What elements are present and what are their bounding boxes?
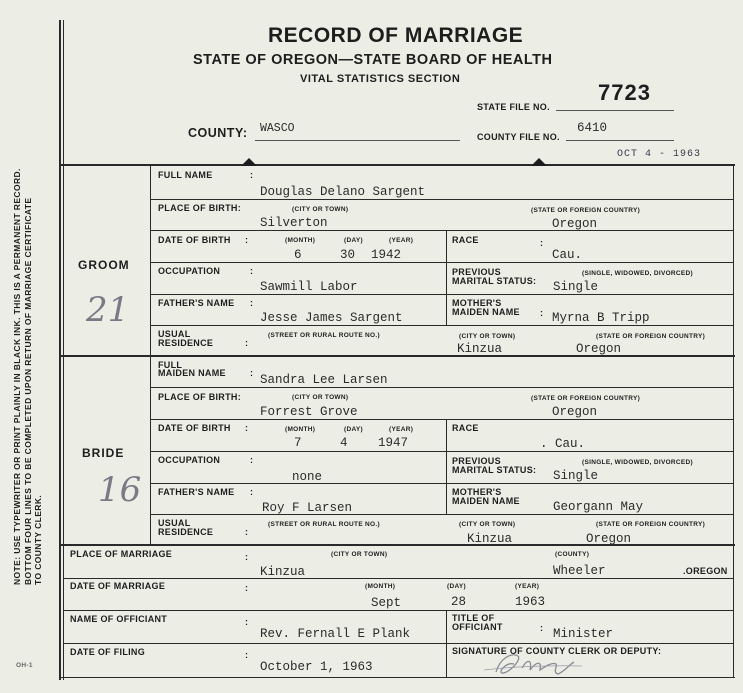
county-line (255, 140, 460, 141)
year-hint: (YEAR) (389, 426, 414, 433)
marriage-month: Sept (371, 596, 402, 610)
officiant-title-label-1: TITLE OF (452, 613, 495, 623)
marriage-county: Wheeler (553, 564, 606, 578)
colon: : (250, 266, 254, 276)
marriage-city: Kinzua (260, 565, 306, 579)
filing-date: October 1, 1963 (260, 660, 373, 674)
groom-birth-city: Silverton (260, 216, 328, 230)
street-hint: (STREET OR RURAL ROUTE NO.) (268, 332, 380, 339)
page-subtitle: STATE OF OREGON—STATE BOARD OF HEALTH (193, 52, 553, 68)
bride-birth-day: 4 (340, 436, 348, 450)
marital-options-hint: (SINGLE, WIDOWED, DIVORCED) (582, 270, 694, 277)
groom-occupation-label: OCCUPATION (158, 266, 221, 276)
bride-bottom-line (59, 544, 735, 546)
fold-marker-right (531, 158, 547, 166)
colon: : (245, 235, 249, 245)
row-line (150, 230, 734, 231)
bride-race-label: RACE (452, 423, 479, 433)
county-label: COUNTY: (188, 126, 248, 140)
date-of-filing-label: DATE OF FILING (70, 647, 146, 657)
day-hint: (DAY) (447, 583, 466, 590)
month-hint: (MONTH) (365, 583, 396, 590)
groom-residence-label-1: USUAL (158, 329, 191, 339)
city-or-town-hint: (CITY OR TOWN) (292, 206, 349, 213)
bride-residence-state: Oregon (586, 532, 632, 546)
marriage-year: 1963 (515, 595, 546, 609)
colon: : (245, 338, 249, 348)
groom-full-name: Douglas Delano Sargent (260, 185, 426, 199)
groom-residence-label-2: RESIDENCE (158, 338, 214, 348)
year-hint: (YEAR) (389, 237, 414, 244)
groom-race-label: RACE (452, 235, 479, 245)
bride-residence-label-2: RESIDENCE (158, 527, 214, 537)
day-hint: (DAY) (344, 426, 363, 433)
col-line (446, 610, 447, 677)
colon: : (245, 583, 249, 593)
marriage-day: 28 (451, 595, 467, 609)
bride-occupation: none (292, 470, 323, 484)
section-title: VITAL STATISTICS SECTION (300, 73, 461, 85)
month-hint: (MONTH) (285, 426, 316, 433)
groom-birth-day: 30 (340, 248, 356, 262)
state-or-country-hint: (STATE OR FOREIGN COUNTRY) (596, 333, 706, 340)
bride-place-of-birth-label: PLACE OF BIRTH: (158, 392, 241, 402)
row-line (150, 419, 734, 420)
bride-dob-label: DATE OF BIRTH (158, 423, 231, 433)
colon: : (245, 617, 249, 627)
month-hint: (MONTH) (285, 237, 316, 244)
groom-marital-status: Single (553, 280, 599, 294)
row-line (150, 294, 734, 295)
form-bottom-line (59, 677, 735, 678)
colon: : (245, 527, 249, 537)
left-border (59, 20, 61, 680)
county-file-line (566, 140, 674, 141)
state-or-country-hint: (STATE OR FOREIGN COUNTRY) (531, 395, 641, 402)
county-file-value: 6410 (577, 121, 608, 135)
colon: : (250, 455, 254, 465)
officiant-name: Rev. Fernall E Plank (260, 627, 411, 641)
groom-residence-city: Kinzua (457, 342, 503, 356)
colon: : (540, 623, 544, 633)
side-note: NOTE: USE TYPEWRITER OR PRINT PLAINLY IN BLACK INK. THIS IS A PERMANENT RECORD. BOTTOM FOUR LINES TO BE COMPLETED UPON RETURN OF MARRIAGE CERTIFICATE TO COUNTY CLERK. (12, 168, 43, 585)
bride-birth-state: Oregon (552, 405, 598, 419)
bride-father: Roy F Larsen (262, 501, 353, 515)
groom-place-of-birth-label: PLACE OF BIRTH: (158, 203, 241, 213)
signature-label: SIGNATURE OF COUNTY CLERK OR DEPUTY: (452, 646, 662, 656)
bride-residence-label-1: USUAL (158, 518, 191, 528)
groom-birth-month: 6 (294, 248, 302, 262)
groom-dob-label: DATE OF BIRTH (158, 235, 231, 245)
row-line (150, 451, 734, 452)
row-line (150, 325, 734, 326)
left-border-inner (63, 20, 64, 680)
groom-mother-label-2: MAIDEN NAME (452, 307, 520, 317)
form-code: OH-1 (16, 662, 33, 669)
col-line (446, 419, 447, 515)
groom-full-name-label: FULL NAME (158, 170, 213, 180)
row-line (63, 643, 734, 644)
state-file-number: 7723 (598, 80, 651, 105)
clerk-signature (478, 648, 588, 678)
bride-marital-label: MARITAL STATUS: (452, 465, 537, 475)
bride-father-label: FATHER'S NAME (158, 487, 235, 497)
date-of-marriage-label: DATE OF MARRIAGE (70, 581, 166, 591)
officiant-label: NAME OF OFFICIANT (70, 614, 168, 624)
bride-mother-label-2: MAIDEN NAME (452, 496, 520, 506)
colon: : (245, 423, 249, 433)
received-date-stamp: OCT 4 - 1963 (617, 149, 702, 160)
bride-race: . Cau. (540, 437, 586, 451)
bride-occupation-label: OCCUPATION (158, 455, 221, 465)
colon: : (245, 650, 249, 660)
city-or-town-hint: (CITY OR TOWN) (459, 333, 516, 340)
groom-col-divider (150, 166, 151, 356)
bride-birth-city: Forrest Grove (260, 405, 358, 419)
header-divider (59, 164, 735, 166)
state-or-country-hint: (STATE OR FOREIGN COUNTRY) (596, 521, 706, 528)
groom-father-label: FATHER'S NAME (158, 298, 235, 308)
officiant-title: Minister (553, 627, 614, 641)
groom-section-label: GROOM (78, 258, 130, 272)
fold-marker-left (241, 158, 257, 166)
groom-residence-state: Oregon (576, 342, 622, 356)
colon: : (245, 552, 249, 562)
county-file-label: COUNTY FILE NO. (477, 132, 560, 142)
groom-marital-label: MARITAL STATUS: (452, 276, 537, 286)
row-line (63, 578, 734, 579)
bride-birth-year: 1947 (378, 436, 409, 450)
bride-birth-month: 7 (294, 436, 302, 450)
state-or-country-hint: (STATE OR FOREIGN COUNTRY) (531, 207, 641, 214)
city-or-town-hint: (CITY OR TOWN) (292, 394, 349, 401)
city-or-town-hint: (CITY OR TOWN) (459, 521, 516, 528)
groom-race: Cau. (552, 248, 583, 262)
row-line (150, 387, 734, 388)
groom-birth-state: Oregon (552, 217, 598, 231)
colon: : (250, 487, 254, 497)
place-of-marriage-label: PLACE OF MARRIAGE (70, 549, 173, 559)
bride-full-name: Sandra Lee Larsen (260, 373, 388, 387)
groom-previous-label: PREVIOUS (452, 267, 501, 277)
groom-bottom-line (59, 355, 735, 357)
bride-residence-city: Kinzua (467, 532, 513, 546)
col-line (446, 230, 447, 326)
page-title: RECORD OF MARRIAGE (268, 24, 524, 47)
county-hint: (COUNTY) (555, 551, 590, 558)
day-hint: (DAY) (344, 237, 363, 244)
groom-birth-year: 1942 (371, 248, 402, 262)
bride-previous-label: PREVIOUS (452, 456, 501, 466)
groom-age-note: 21 (86, 290, 130, 330)
street-hint: (STREET OR RURAL ROUTE NO.) (268, 521, 380, 528)
groom-father: Jesse James Sargent (260, 311, 403, 325)
state-file-label: STATE FILE NO. (477, 102, 550, 112)
groom-mother-label-1: MOTHER'S (452, 298, 502, 308)
row-line (150, 262, 734, 263)
county-value: WASCO (260, 122, 295, 135)
bride-mother-label-1: MOTHER'S (452, 487, 502, 497)
bride-full-label-1: FULL (158, 360, 183, 370)
row-line (150, 483, 734, 484)
groom-mother: Myrna B Tripp (552, 311, 650, 325)
colon: : (540, 308, 544, 318)
state-file-line (556, 110, 674, 111)
row-line (150, 514, 734, 515)
officiant-title-label-2: OFFICIANT (452, 622, 503, 632)
oregon-suffix: .OREGON (683, 566, 728, 576)
bride-marital-status: Single (553, 469, 599, 483)
right-border (733, 165, 734, 677)
year-hint: (YEAR) (515, 583, 540, 590)
colon: : (250, 170, 254, 180)
row-line (150, 199, 734, 200)
colon: : (250, 298, 254, 308)
colon: : (540, 238, 544, 248)
groom-occupation: Sawmill Labor (260, 280, 358, 294)
bride-mother: Georgann May (553, 500, 644, 514)
bride-full-label-2: MAIDEN NAME (158, 368, 226, 378)
colon: : (250, 368, 254, 378)
bride-age-note: 16 (98, 470, 142, 510)
bride-section-label: BRIDE (82, 446, 125, 460)
city-or-town-hint: (CITY OR TOWN) (331, 551, 388, 558)
marital-options-hint: (SINGLE, WIDOWED, DIVORCED) (582, 459, 694, 466)
row-line (63, 610, 734, 611)
